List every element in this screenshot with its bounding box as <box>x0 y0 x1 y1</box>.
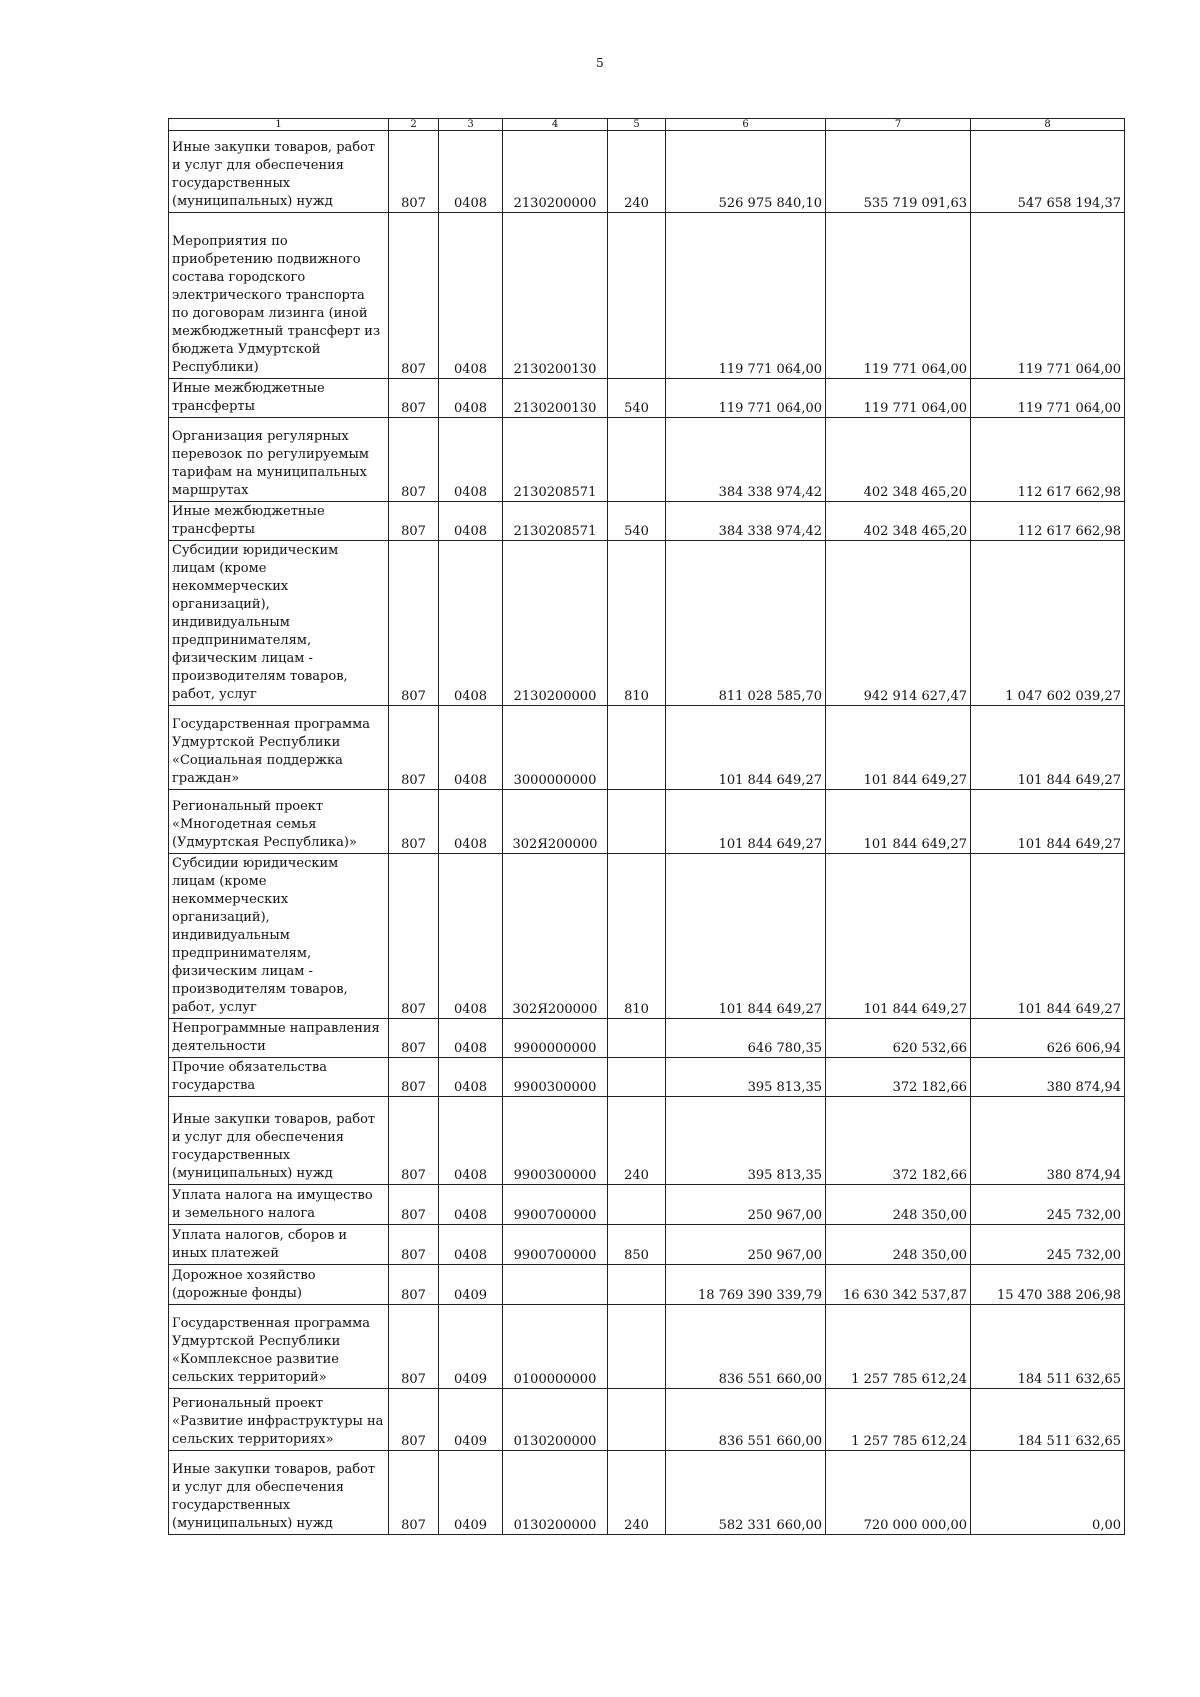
cell-amount-2: 402 348 465,20 <box>826 502 971 541</box>
cell-amount-3: 15 470 388 206,98 <box>971 1265 1125 1305</box>
cell-ministry: 807 <box>389 1058 439 1097</box>
cell-expense-type <box>608 213 666 379</box>
row-name: Уплата налогов, сборов и иных платежей <box>169 1225 389 1265</box>
cell-target: 3000000000 <box>503 706 608 790</box>
cell-amount-2: 1 257 785 612,24 <box>826 1305 971 1389</box>
table-row <box>169 1019 1125 1058</box>
row-name: Непрограммные направления деятельности <box>169 1019 389 1058</box>
cell-amount-2: 16 630 342 537,87 <box>826 1265 971 1305</box>
cell-target: 2130200000 <box>503 131 608 213</box>
cell-amount-3: 184 511 632,65 <box>971 1389 1125 1451</box>
table-row <box>169 131 1125 213</box>
table-row <box>169 790 1125 854</box>
cell-expense-type <box>608 1389 666 1451</box>
cell-amount-1: 119 771 064,00 <box>666 213 826 379</box>
cell-amount-3: 626 606,94 <box>971 1019 1125 1058</box>
cell-ministry: 807 <box>389 213 439 379</box>
row-name: Уплата налога на имущество и земельного налога <box>169 1185 389 1225</box>
row-name: Организация регулярных перевозок по регулируемым тарифам на муниципальных маршрутах <box>169 418 389 502</box>
cell-amount-1: 836 551 660,00 <box>666 1389 826 1451</box>
cell-section: 0409 <box>439 1265 503 1305</box>
cell-amount-2: 720 000 000,00 <box>826 1451 971 1535</box>
cell-ministry: 807 <box>389 379 439 418</box>
cell-amount-2: 535 719 091,63 <box>826 131 971 213</box>
table-row <box>169 1097 1125 1185</box>
table-row <box>169 502 1125 541</box>
cell-amount-1: 101 844 649,27 <box>666 854 826 1019</box>
cell-ministry: 807 <box>389 418 439 502</box>
cell-expense-type <box>608 1058 666 1097</box>
cell-amount-1: 18 769 390 339,79 <box>666 1265 826 1305</box>
cell-target <box>503 1265 608 1305</box>
cell-target: 2130208571 <box>503 418 608 502</box>
row-name: Прочие обязательства государства <box>169 1058 389 1097</box>
table-row <box>169 1225 1125 1265</box>
cell-section: 0408 <box>439 131 503 213</box>
table-row <box>169 1389 1125 1451</box>
row-name: Иные закупки товаров, работ и услуг для обеспечения государственных (муниципальных) нужд <box>169 131 389 213</box>
cell-amount-1: 119 771 064,00 <box>666 379 826 418</box>
cell-section: 0408 <box>439 213 503 379</box>
row-name: Иные межбюджетные трансферты <box>169 379 389 418</box>
column-header: 5 <box>608 119 666 131</box>
cell-ministry: 807 <box>389 790 439 854</box>
column-header: 8 <box>971 119 1125 131</box>
budget-table <box>168 118 1125 1535</box>
cell-amount-1: 526 975 840,10 <box>666 131 826 213</box>
cell-section: 0408 <box>439 1097 503 1185</box>
cell-expense-type: 810 <box>608 541 666 706</box>
table-row <box>169 418 1125 502</box>
table-row <box>169 213 1125 379</box>
cell-section: 0408 <box>439 1019 503 1058</box>
table-row <box>169 854 1125 1019</box>
cell-expense-type: 540 <box>608 502 666 541</box>
cell-ministry: 807 <box>389 1097 439 1185</box>
cell-expense-type: 850 <box>608 1225 666 1265</box>
cell-target: 2130200000 <box>503 541 608 706</box>
cell-target: 9900300000 <box>503 1097 608 1185</box>
row-name: Иные закупки товаров, работ и услуг для обеспечения государственных (муниципальных) нужд <box>169 1097 389 1185</box>
cell-section: 0408 <box>439 790 503 854</box>
cell-section: 0408 <box>439 706 503 790</box>
cell-amount-2: 372 182,66 <box>826 1058 971 1097</box>
column-header: 1 <box>169 119 389 131</box>
column-header: 7 <box>826 119 971 131</box>
cell-target: 9900700000 <box>503 1225 608 1265</box>
cell-expense-type <box>608 418 666 502</box>
row-name: Субсидии юридическим лицам (кроме некоммерческих организаций), индивидуальным предпринимателям, физическим лицам - производителям товаров, работ, услуг <box>169 541 389 706</box>
cell-amount-3: 119 771 064,00 <box>971 379 1125 418</box>
cell-amount-3: 0,00 <box>971 1451 1125 1535</box>
cell-amount-1: 101 844 649,27 <box>666 790 826 854</box>
cell-amount-1: 836 551 660,00 <box>666 1305 826 1389</box>
cell-ministry: 807 <box>389 541 439 706</box>
cell-amount-2: 119 771 064,00 <box>826 213 971 379</box>
cell-section: 0409 <box>439 1451 503 1535</box>
cell-expense-type <box>608 1305 666 1389</box>
cell-section: 0408 <box>439 1185 503 1225</box>
cell-expense-type: 810 <box>608 854 666 1019</box>
cell-amount-3: 1 047 602 039,27 <box>971 541 1125 706</box>
cell-amount-3: 101 844 649,27 <box>971 790 1125 854</box>
row-name: Региональный проект «Многодетная семья (Удмуртская Республика)» <box>169 790 389 854</box>
cell-target: 9900700000 <box>503 1185 608 1225</box>
cell-section: 0408 <box>439 1058 503 1097</box>
cell-amount-3: 245 732,00 <box>971 1225 1125 1265</box>
cell-expense-type: 240 <box>608 1097 666 1185</box>
cell-target: 0130200000 <box>503 1451 608 1535</box>
cell-ministry: 807 <box>389 1019 439 1058</box>
column-header: 2 <box>389 119 439 131</box>
cell-target: 2130200130 <box>503 213 608 379</box>
cell-target: 302Я200000 <box>503 854 608 1019</box>
cell-amount-3: 101 844 649,27 <box>971 854 1125 1019</box>
cell-expense-type <box>608 1019 666 1058</box>
cell-section: 0409 <box>439 1305 503 1389</box>
row-name: Государственная программа Удмуртской Республики «Социальная поддержка граждан» <box>169 706 389 790</box>
cell-amount-3: 380 874,94 <box>971 1058 1125 1097</box>
cell-target: 0100000000 <box>503 1305 608 1389</box>
cell-target: 9900000000 <box>503 1019 608 1058</box>
cell-target: 2130200130 <box>503 379 608 418</box>
page-number: 5 <box>596 56 604 70</box>
cell-amount-1: 646 780,35 <box>666 1019 826 1058</box>
cell-amount-2: 248 350,00 <box>826 1185 971 1225</box>
cell-section: 0408 <box>439 541 503 706</box>
cell-target: 0130200000 <box>503 1389 608 1451</box>
cell-ministry: 807 <box>389 131 439 213</box>
cell-expense-type: 240 <box>608 1451 666 1535</box>
cell-amount-2: 620 532,66 <box>826 1019 971 1058</box>
cell-amount-1: 582 331 660,00 <box>666 1451 826 1535</box>
cell-target: 9900300000 <box>503 1058 608 1097</box>
cell-amount-2: 1 257 785 612,24 <box>826 1389 971 1451</box>
row-name: Государственная программа Удмуртской Республики «Комплексное развитие сельских территорий» <box>169 1305 389 1389</box>
table-row <box>169 541 1125 706</box>
cell-amount-3: 547 658 194,37 <box>971 131 1125 213</box>
cell-expense-type: 240 <box>608 131 666 213</box>
cell-amount-3: 101 844 649,27 <box>971 706 1125 790</box>
cell-amount-3: 112 617 662,98 <box>971 418 1125 502</box>
cell-amount-1: 250 967,00 <box>666 1225 826 1265</box>
cell-section: 0409 <box>439 1389 503 1451</box>
cell-section: 0408 <box>439 502 503 541</box>
cell-amount-2: 119 771 064,00 <box>826 379 971 418</box>
cell-ministry: 807 <box>389 706 439 790</box>
cell-amount-2: 372 182,66 <box>826 1097 971 1185</box>
cell-expense-type <box>608 1185 666 1225</box>
cell-section: 0408 <box>439 854 503 1019</box>
cell-amount-2: 101 844 649,27 <box>826 854 971 1019</box>
table-row <box>169 1265 1125 1305</box>
cell-amount-3: 184 511 632,65 <box>971 1305 1125 1389</box>
cell-amount-1: 384 338 974,42 <box>666 418 826 502</box>
table-row <box>169 1185 1125 1225</box>
cell-expense-type <box>608 790 666 854</box>
cell-amount-1: 250 967,00 <box>666 1185 826 1225</box>
cell-amount-2: 101 844 649,27 <box>826 706 971 790</box>
header-row <box>169 119 1125 131</box>
cell-amount-3: 245 732,00 <box>971 1185 1125 1225</box>
cell-ministry: 807 <box>389 502 439 541</box>
cell-amount-2: 402 348 465,20 <box>826 418 971 502</box>
cell-amount-2: 101 844 649,27 <box>826 790 971 854</box>
cell-amount-2: 942 914 627,47 <box>826 541 971 706</box>
cell-amount-1: 384 338 974,42 <box>666 502 826 541</box>
table-row <box>169 1451 1125 1535</box>
row-name: Иные закупки товаров, работ и услуг для обеспечения государственных (муниципальных) нужд <box>169 1451 389 1535</box>
cell-amount-3: 380 874,94 <box>971 1097 1125 1185</box>
cell-ministry: 807 <box>389 1185 439 1225</box>
cell-ministry: 807 <box>389 1225 439 1265</box>
cell-expense-type <box>608 706 666 790</box>
cell-expense-type <box>608 1265 666 1305</box>
row-name: Дорожное хозяйство (дорожные фонды) <box>169 1265 389 1305</box>
cell-expense-type: 540 <box>608 379 666 418</box>
cell-amount-1: 811 028 585,70 <box>666 541 826 706</box>
table-row <box>169 1305 1125 1389</box>
cell-ministry: 807 <box>389 1305 439 1389</box>
column-header: 3 <box>439 119 503 131</box>
cell-ministry: 807 <box>389 854 439 1019</box>
cell-amount-1: 395 813,35 <box>666 1058 826 1097</box>
row-name: Иные межбюджетные трансферты <box>169 502 389 541</box>
column-header: 6 <box>666 119 826 131</box>
cell-amount-3: 112 617 662,98 <box>971 502 1125 541</box>
cell-amount-3: 119 771 064,00 <box>971 213 1125 379</box>
table-row <box>169 706 1125 790</box>
cell-amount-1: 395 813,35 <box>666 1097 826 1185</box>
row-name: Субсидии юридическим лицам (кроме некоммерческих организаций), индивидуальным предпринимателям, физическим лицам - производителям товаров, работ, услуг <box>169 854 389 1019</box>
table-row <box>169 1058 1125 1097</box>
cell-ministry: 807 <box>389 1389 439 1451</box>
table-row <box>169 379 1125 418</box>
cell-target: 302Я200000 <box>503 790 608 854</box>
cell-ministry: 807 <box>389 1265 439 1305</box>
row-name: Региональный проект «Развитие инфраструктуры на сельских территориях» <box>169 1389 389 1451</box>
column-header: 4 <box>503 119 608 131</box>
cell-section: 0408 <box>439 379 503 418</box>
cell-section: 0408 <box>439 1225 503 1265</box>
cell-section: 0408 <box>439 418 503 502</box>
cell-amount-2: 248 350,00 <box>826 1225 971 1265</box>
row-name: Мероприятия по приобретению подвижного состава городского электрического транспорта по договорам лизинга (иной межбюджетный трансферт из бюджета Удмуртской Республики) <box>169 213 389 379</box>
cell-target: 2130208571 <box>503 502 608 541</box>
cell-amount-1: 101 844 649,27 <box>666 706 826 790</box>
cell-ministry: 807 <box>389 1451 439 1535</box>
